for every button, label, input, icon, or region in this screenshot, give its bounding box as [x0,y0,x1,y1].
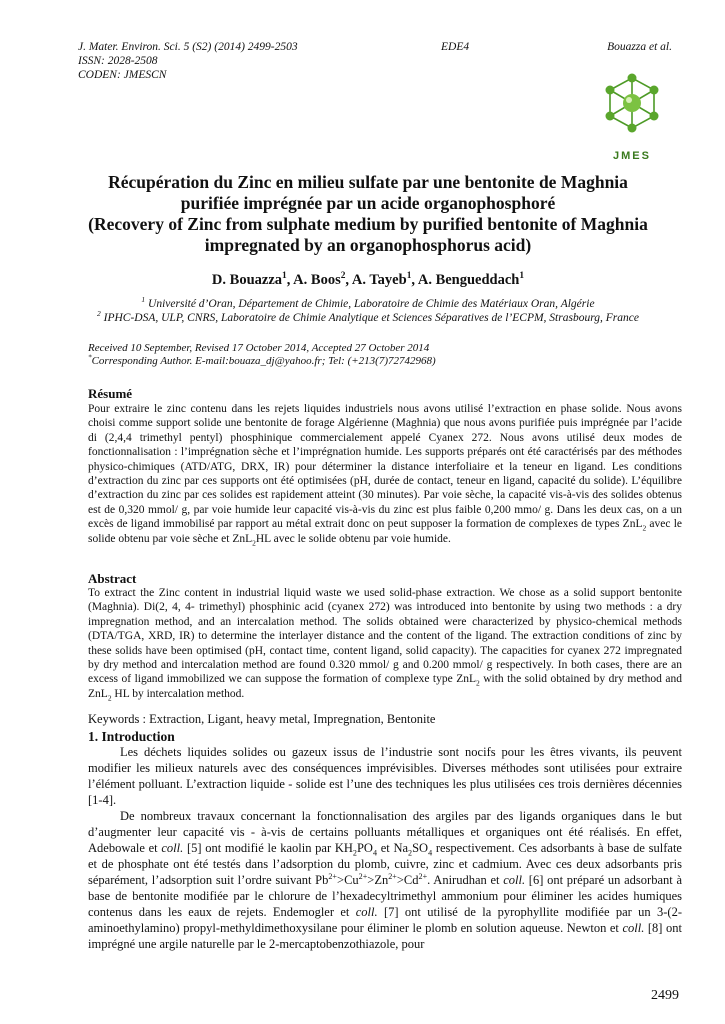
title-french: Récupération du Zinc en milieu sulfate par une bentonite de Maghnia purifiée imprégnée par un acide organophosphoré [108,172,628,213]
intro-paragraph-1: Les déchets liquides solides ou gazeux issus de l’industrie sont nocifs pour les êtres vivants, ils peuvent modifier les milieux naturels avec des conséquences imprévisibles. Diverses méthodes sont utilisées pour extraire l’élément polluant. L’extraction liquide - solide est l’une des techniques les plus utilisées ces trois dernières décennies [1-4]. [88,745,682,807]
author-name: D. Bouazza [211,272,283,288]
affiliation-2: $^2$ IPHC-DSA, ULP, CNRS, Laboratoire de Chimie Analytique et Sciences Séparatives de l’ECPM, Strasbourg, France [97,309,639,324]
running-authors: Bouazza et al. [607,41,672,53]
corresponding-author: *Corresponding Author. E-mail:bouaza_dj@yahoo.fr; Tel: (+213(7)72742968) [88,353,436,367]
molecule-icon [600,72,664,144]
introduction-heading: 1. Introduction [88,729,175,744]
abstract-text: To extract the Zinc content in industrial liquid waste we used solid-phase extraction. We chose as a solid support bentonite (Maghnia). Di(2, 4, 4- trimethyl) phosphinic acid (cyanex 272) was introduced into bentonite by using two methods : a dry impregnation method, and an intercalation method. The solids obtained were characterized by physico-chemical methods (DTA/TGA, XRD, IR) to determine the interlayer distance and the content of the ligand. The extraction conditions of zinc by these solids have been optimised (pH, contact time, content ligand, solid capacity). The capacities for cyanex 272 impregnated by dry method and intercalation method are found 0.320 mmol/ g and 0.200 mmol/ g respectively. In both cases, there are an excess of ligand immobilized we can suppose the formation of complexe type ZnL$_2$ with the solid obtained by dry method and ZnL$_2$ HL by intercalation method. [88,587,683,703]
intro-paragraph-2: De nombreux travaux concernant la fonctionnalisation des argiles par des ligands organiques dans le but d’augmenter leur capacité vis - à-vis de certains polluants métalliques et organiques ont été réalisés. En effet, Adebowale et coll. [5] ont modifié le kaolin par $KH_2PO_4$ et $Na_2SO_4$ respectivement. Ces adsorbants à base de sulfate et de phosphate ont été testés dans l’adsorption du plomb, cuivre, zinc et cadmium. Avec ces deux adsorbants pris séparément, l’adsorption suit l’ordre suivant $Pb^{2+}>Cu^{2+}>Zn^{2+}>Cd^{2+}$. Anirudhan et coll. [6] ont préparé un adsorbant à base de bentonite modifiée par le chlorure de l’hexadecyltrimethyl ammonium pour éliminer les acides humiques contenus dans les eaux de rejets. Endemogler et coll. [7] ont utilisé de la pyrophyllite modifiée par un 3-(2-aminoethylamino) propyl-methyldimethoxysilane pour éliminer le plomb en solution aqueuse. Newton et coll. [8] ont imprégné une argile naturelle par le 2-mercaptobenzothiazole, pour [88,809,682,951]
abstract-heading: Abstract [88,571,137,586]
issn: ISSN: 2028-2508 [78,55,158,67]
resume-heading: Résumé [88,386,133,401]
jmes-logo [600,72,664,162]
author-list: D. Bouazza$^1$, A. Boos$^2$, A. Tayeb$^1$, A. Bengueddach$^1$ [211,271,525,288]
received-dates: Received 10 September, Revised 17 October 2014, Accepted 27 October 2014 [88,342,430,354]
author-name: A. Boos [293,272,341,288]
coden: CODEN: JMESCN [78,69,167,81]
author-name: A. Bengueddach [417,272,520,288]
author-name: A. Tayeb [351,272,407,288]
keywords: Keywords : Extraction, Ligant, heavy metal, Impregnation, Bentonite [88,712,436,726]
journal-citation: J. Mater. Environ. Sci. 5 (S2) (2014) 2499-2503 [78,41,298,53]
logo-text: JMES [613,150,651,162]
affiliation-1: $^1$ Université d’Oran, Département de Chimie, Laboratoire de Chimie des Matériaux Oran, Algérie [141,295,595,310]
page-number: 2499 [651,988,679,1003]
article-code: EDE4 [441,41,470,53]
resume-text: Pour extraire le zinc contenu dans les rejets liquides industriels nous avons utilisé l’extraction en phase solide. Nous avons choisi comme support solide une bentonite de forage Algérienne (Maghnia) que nous avons purifiée puis imprégnée par l’acide di (2,4,4 trimethyl pentyl) phosphinique commercialement appelé Cyanex 272. Nous avons utilisé deux modes de fonctionnalisation : l’imprégnation sèche et l’imprégnation humide. Les supports préparés ont été caractérisés par des méthodes physico-chimiques (ATD/ATG, DRX, IR) pour déterminer la distance interfoliaire et la teneur en ligand. Les conditions d’extraction du zinc par ces supports ont été optimisées (pH, durée de contact, teneur en ligand, capacité du solide). L’équilibre d’extraction du zinc par ces solides est rapidement atteint (30 minutes). Par voie sèche, la capacité vis-à-vis des solides obtenus est de 0,320 mmol/ g, par voie humide leur capacité vis-à-vis du zinc est plus faible 0,200 mmo/ g. Dans les deux cas, on a un excès de ligand immobilisé par rapport au métal extrait donc on peut supposer la formation de complexes de types ZnL$_2$ avec le solide obtenu par voie sèche et ZnL$_2$HL avec le solide obtenu par voie humide. [88,403,682,547]
title-english: (Recovery of Zinc from sulphate medium by purified bentonite of Maghnia impregnated by an organophosphorus acid) [88,214,648,255]
